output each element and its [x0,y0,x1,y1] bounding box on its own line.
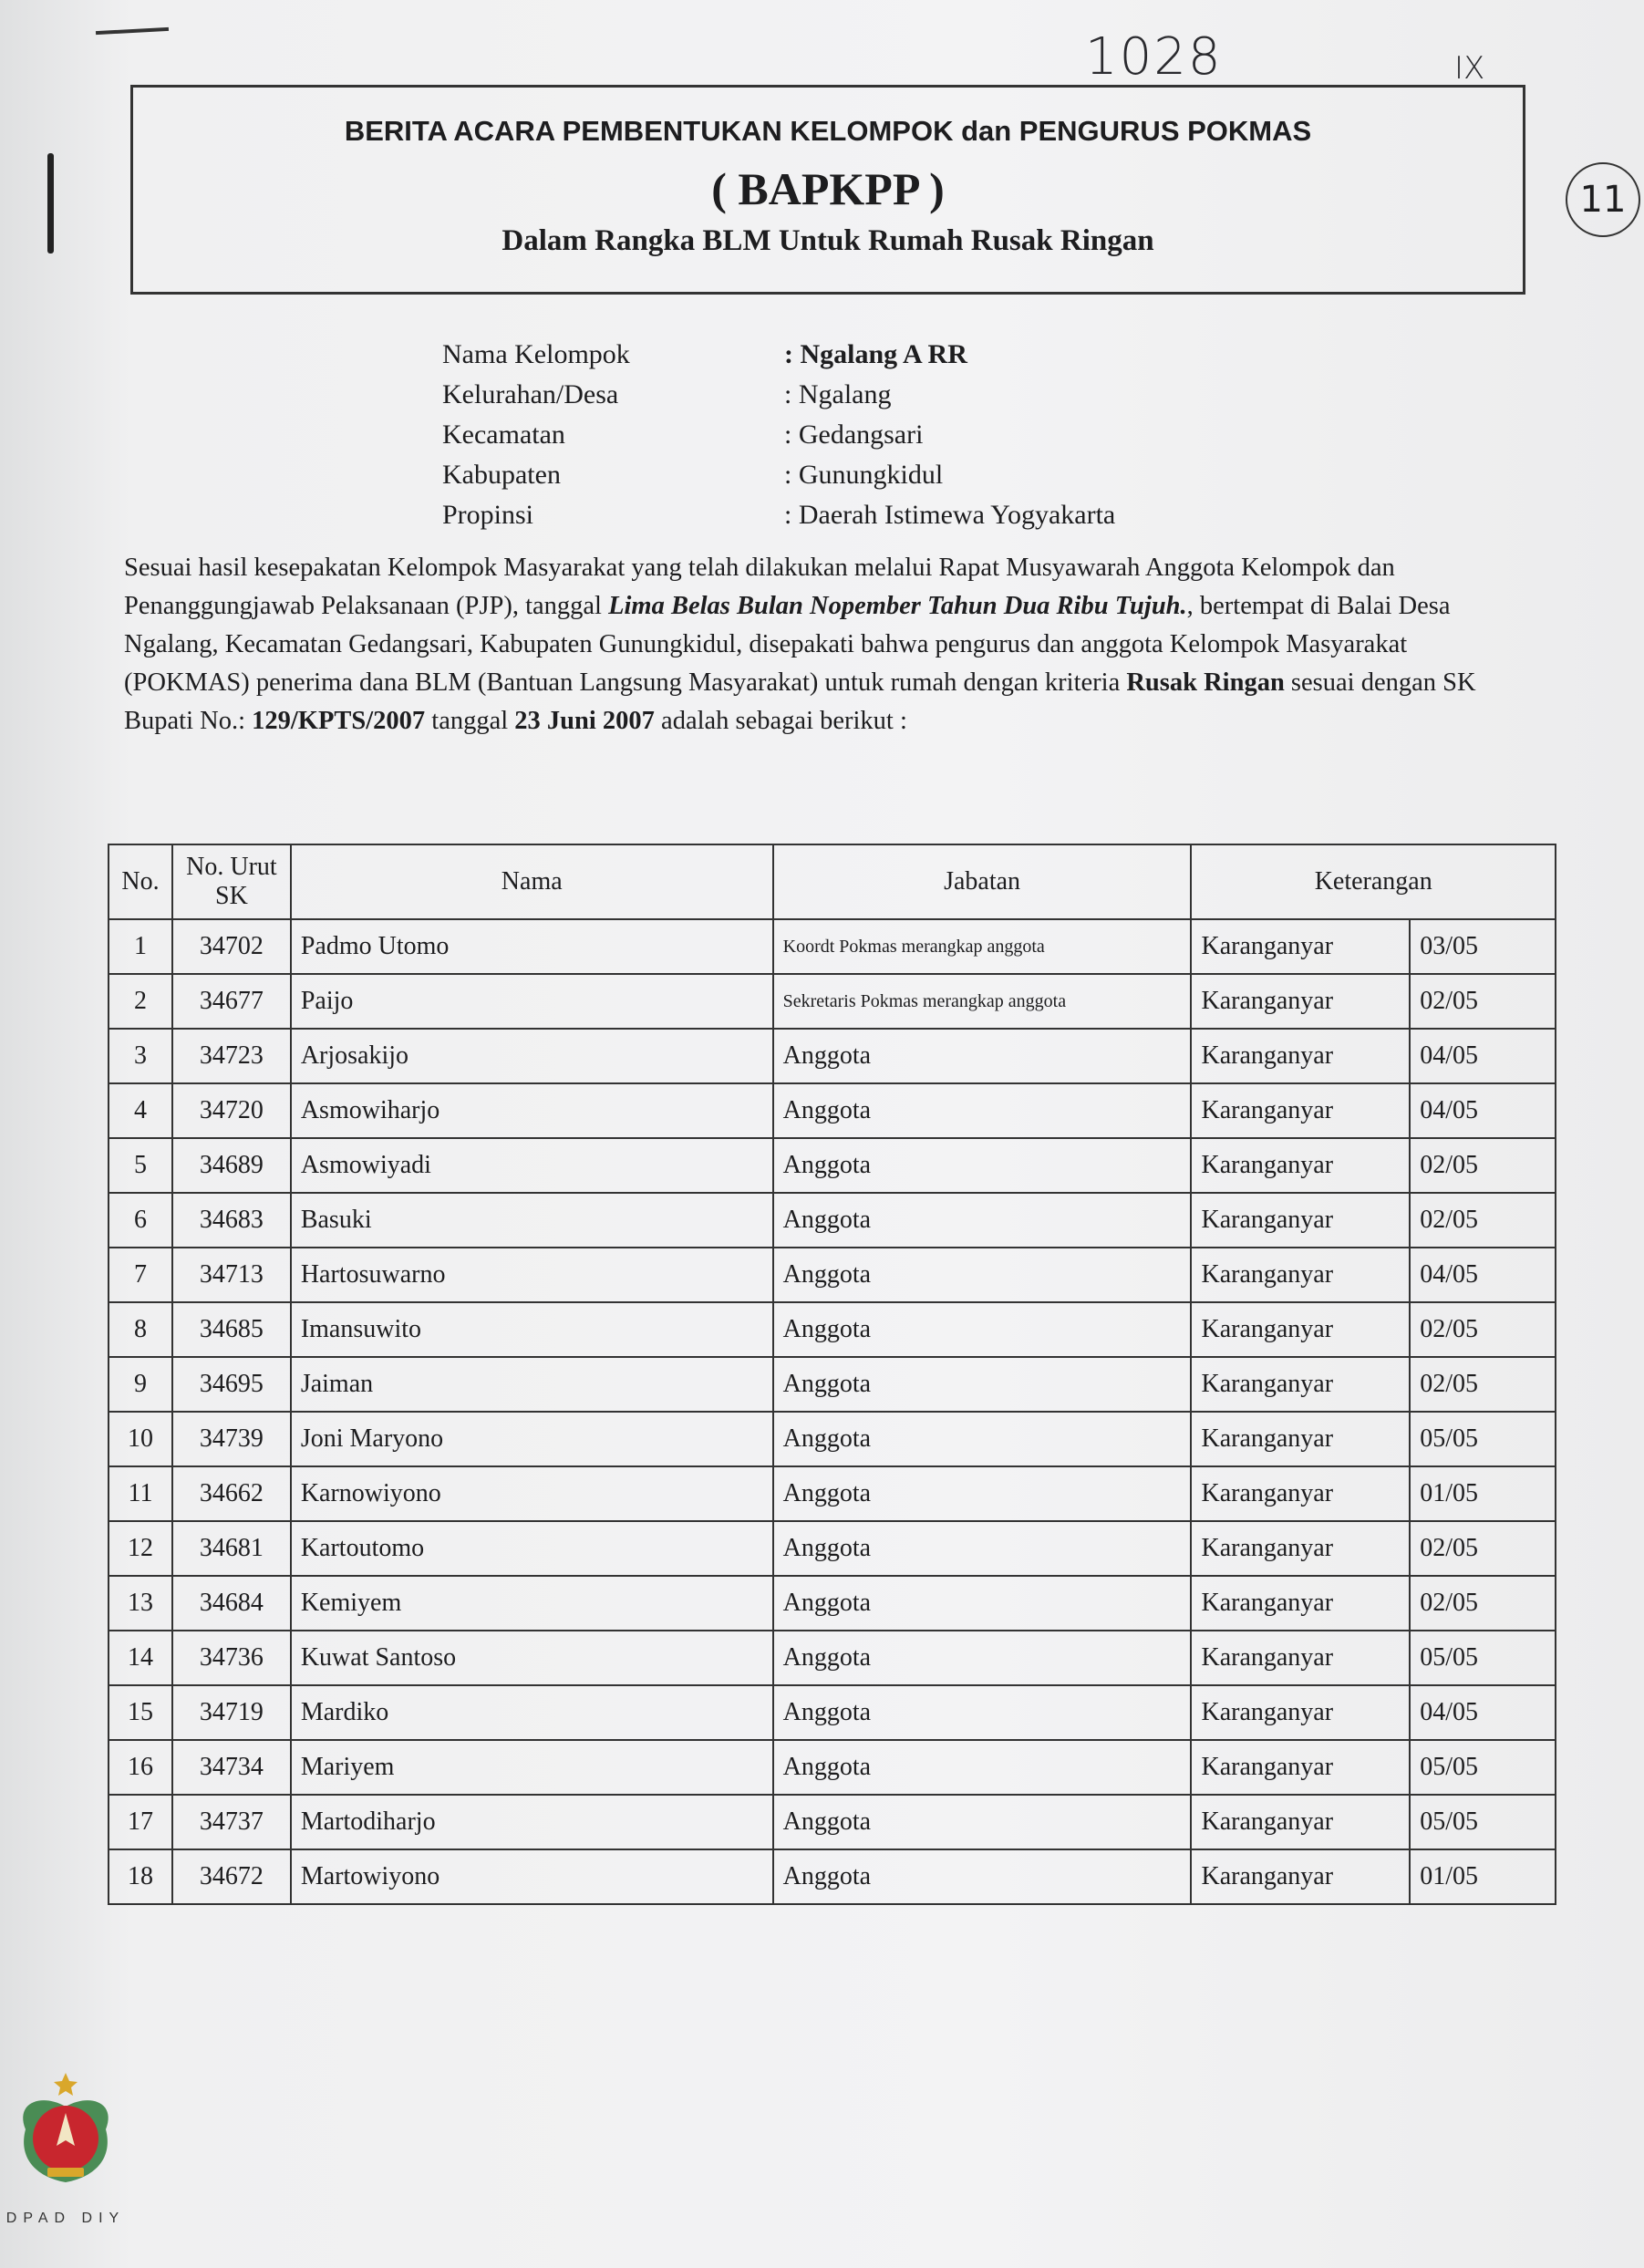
row-no: 14 [109,1631,172,1685]
row-kode: 01/05 [1410,1466,1556,1521]
row-kode: 05/05 [1410,1740,1556,1795]
row-nama: Padmo Utomo [291,919,773,974]
row-sk-number: 34695 [172,1357,291,1412]
table-row [109,1795,1556,1849]
row-nama: Jaiman [291,1357,773,1412]
row-nama: Mardiko [291,1685,773,1740]
row-jabatan: Anggota [773,1685,1192,1740]
logo-text: DPAD DIY [5,2211,126,2226]
table-row [109,1631,1556,1685]
dpad-diy-emblem-icon [5,2066,126,2257]
row-nama: Arjosakijo [291,1029,773,1083]
row-nama: Asmowiyadi [291,1138,773,1193]
row-no: 7 [109,1248,172,1302]
header-sk: No. Urut SK [172,844,291,919]
table-row [109,1412,1556,1466]
row-nama: Martodiharjo [291,1795,773,1849]
row-jabatan: Anggota [773,1631,1192,1685]
table-row [109,1029,1556,1083]
table-row [109,1193,1556,1248]
row-kode: 03/05 [1410,919,1556,974]
row-sk-number: 34734 [172,1740,291,1795]
row-jabatan: Anggota [773,1412,1192,1466]
row-sk-number: 34683 [172,1193,291,1248]
header-nama: Nama [291,844,773,919]
row-no: 6 [109,1193,172,1248]
row-no: 11 [109,1466,172,1521]
row-no: 3 [109,1029,172,1083]
row-sk-number: 34685 [172,1302,291,1357]
row-jabatan: Anggota [773,1357,1192,1412]
row-desa: Karanganyar [1191,1849,1410,1904]
row-sk-number: 34720 [172,1083,291,1138]
title-line-3: Dalam Rangka BLM Untuk Rumah Rusak Ringan [501,224,1154,257]
row-sk-number: 34739 [172,1412,291,1466]
row-sk-number: 34677 [172,974,291,1029]
members-table [108,844,1556,1905]
info-label: Propinsi [442,500,534,530]
row-jabatan: Koordt Pokmas merangkap anggota [773,919,1192,974]
row-desa: Karanganyar [1191,1685,1410,1740]
info-label: Kabupaten [442,460,561,490]
row-kode: 05/05 [1410,1795,1556,1849]
row-nama: Martowiyono [291,1849,773,1904]
binder-mark [47,153,54,254]
row-kode: 04/05 [1410,1685,1556,1740]
row-nama: Basuki [291,1193,773,1248]
row-jabatan: Anggota [773,1302,1192,1357]
info-label: Kelurahan/Desa [442,379,619,409]
row-no: 13 [109,1576,172,1631]
row-jabatan: Anggota [773,1795,1192,1849]
row-nama: Kartoutomo [291,1521,773,1576]
table-row [109,1521,1556,1576]
paragraph-text: Sesuai hasil kesepakatan Kelompok Masyarakat yang telah dilakukan melalui Rapat Musyawarah Anggota Kelompok dan Penanggungjawab Pelaksanaan (PJP), tanggal [124,554,1395,620]
row-jabatan: Anggota [773,1138,1192,1193]
info-label: Nama Kelompok [442,339,630,369]
row-desa: Karanganyar [1191,1302,1410,1357]
row-sk-number: 34672 [172,1849,291,1904]
row-kode: 02/05 [1410,1193,1556,1248]
row-kode: 04/05 [1410,1029,1556,1083]
row-no: 17 [109,1795,172,1849]
header-no: No. [109,844,172,919]
row-jabatan: Anggota [773,1248,1192,1302]
row-sk-number: 34719 [172,1685,291,1740]
row-no: 4 [109,1083,172,1138]
info-row [442,500,1115,540]
sk-number: 129/KPTS/2007 [252,707,426,735]
paragraph-text: sesuai dengan SK Bupati No.: [124,668,1476,735]
row-desa: Karanganyar [1191,1631,1410,1685]
row-nama: Imansuwito [291,1302,773,1357]
criteria-text: Rusak Ringan [1126,668,1285,697]
row-sk-number: 34702 [172,919,291,974]
row-kode: 04/05 [1410,1083,1556,1138]
row-desa: Karanganyar [1191,974,1410,1029]
table-row [109,1357,1556,1412]
row-kode: 01/05 [1410,1849,1556,1904]
row-desa: Karanganyar [1191,1029,1410,1083]
row-sk-number: 34723 [172,1029,291,1083]
info-value: : Gunungkidul [784,460,944,490]
table-body [109,919,1556,1904]
pen-dash-mark [96,27,169,35]
row-desa: Karanganyar [1191,919,1410,974]
row-sk-number: 34737 [172,1795,291,1849]
info-value: : Ngalang A RR [784,339,967,369]
table-row [109,1083,1556,1138]
row-no: 10 [109,1412,172,1466]
row-jabatan: Anggota [773,1849,1192,1904]
row-nama: Mariyem [291,1740,773,1795]
row-jabatan: Anggota [773,1521,1192,1576]
row-kode: 05/05 [1410,1631,1556,1685]
row-desa: Karanganyar [1191,1466,1410,1521]
row-no: 8 [109,1302,172,1357]
row-sk-number: 34662 [172,1466,291,1521]
row-nama: Kemiyem [291,1576,773,1631]
row-sk-number: 34684 [172,1576,291,1631]
row-desa: Karanganyar [1191,1740,1410,1795]
table-row [109,1466,1556,1521]
agreement-paragraph [124,549,1503,740]
row-kode: 02/05 [1410,1302,1556,1357]
row-nama: Joni Maryono [291,1412,773,1466]
info-value: : Gedangsari [784,419,924,450]
row-no: 18 [109,1849,172,1904]
row-no: 2 [109,974,172,1029]
row-desa: Karanganyar [1191,1521,1410,1576]
row-kode: 02/05 [1410,1576,1556,1631]
paragraph-text: tanggal [425,707,515,735]
row-desa: Karanganyar [1191,1795,1410,1849]
header-jabatan: Jabatan [773,844,1192,919]
circled-number: 11 [1566,162,1640,237]
row-no: 12 [109,1521,172,1576]
info-value: : Ngalang [784,379,892,409]
row-kode: 02/05 [1410,1357,1556,1412]
table-row [109,919,1556,974]
row-jabatan: Anggota [773,1083,1192,1138]
paragraph-text: , bertempat di Balai Desa Ngalang, Kecamatan Gedangsari, Kabupaten Gunungkidul, disepakati bahwa pengurus dan anggota Kelompok Masyarakat (POKMAS) penerima dana BLM (Bantuan Langsung Masyarakat) untuk rumah dengan kriteria [124,592,1451,697]
sk-date: 23 Juni 2007 [514,707,655,735]
table-row [109,974,1556,1029]
title-box [130,85,1525,295]
row-desa: Karanganyar [1191,1138,1410,1193]
table-row [109,1576,1556,1631]
row-jabatan: Sekretaris Pokmas merangkap anggota [773,974,1192,1029]
paragraph-text: adalah sebagai berikut : [654,707,907,735]
row-desa: Karanganyar [1191,1193,1410,1248]
row-jabatan: Anggota [773,1029,1192,1083]
row-kode: 05/05 [1410,1412,1556,1466]
info-row [442,339,1115,379]
info-row [442,379,1115,419]
row-desa: Karanganyar [1191,1576,1410,1631]
handwritten-page-number: 1028 [1085,27,1223,87]
row-kode: 02/05 [1410,1138,1556,1193]
row-desa: Karanganyar [1191,1357,1410,1412]
info-label: Kecamatan [442,419,565,450]
table-row [109,1248,1556,1302]
row-desa: Karanganyar [1191,1083,1410,1138]
row-kode: 02/05 [1410,974,1556,1029]
meeting-date: Lima Belas Bulan Nopember Tahun Dua Ribu Tujuh. [608,592,1187,620]
row-sk-number: 34713 [172,1248,291,1302]
row-jabatan: Anggota [773,1740,1192,1795]
row-sk-number: 34736 [172,1631,291,1685]
row-nama: Kuwat Santoso [291,1631,773,1685]
info-row [442,460,1115,500]
row-kode: 04/05 [1410,1248,1556,1302]
info-value: : Daerah Istimewa Yogyakarta [784,500,1116,530]
header-keterangan: Keterangan [1191,844,1556,919]
table-row [109,1138,1556,1193]
title-line-1: BERITA ACARA PEMBENTUKAN KELOMPOK dan PENGURUS POKMAS [344,115,1312,147]
table-header-row [109,844,1556,919]
table-row [109,1740,1556,1795]
row-no: 16 [109,1740,172,1795]
row-nama: Asmowiharjo [291,1083,773,1138]
row-kode: 02/05 [1410,1521,1556,1576]
group-info [442,339,1115,540]
row-nama: Paijo [291,974,773,1029]
row-desa: Karanganyar [1191,1412,1410,1466]
row-no: 5 [109,1138,172,1193]
row-no: 9 [109,1357,172,1412]
table-row [109,1685,1556,1740]
row-nama: Hartosuwarno [291,1248,773,1302]
row-sk-number: 34689 [172,1138,291,1193]
table-row [109,1849,1556,1904]
table-row [109,1302,1556,1357]
row-no: 15 [109,1685,172,1740]
row-jabatan: Anggota [773,1193,1192,1248]
title-line-2: ( BAPKPP ) [711,163,945,214]
row-nama: Karnowiyono [291,1466,773,1521]
info-row [442,419,1115,460]
row-no: 1 [109,919,172,974]
row-sk-number: 34681 [172,1521,291,1576]
row-jabatan: Anggota [773,1466,1192,1521]
row-jabatan: Anggota [773,1576,1192,1631]
row-desa: Karanganyar [1191,1248,1410,1302]
handwritten-roman-numeral: IX [1454,50,1485,87]
